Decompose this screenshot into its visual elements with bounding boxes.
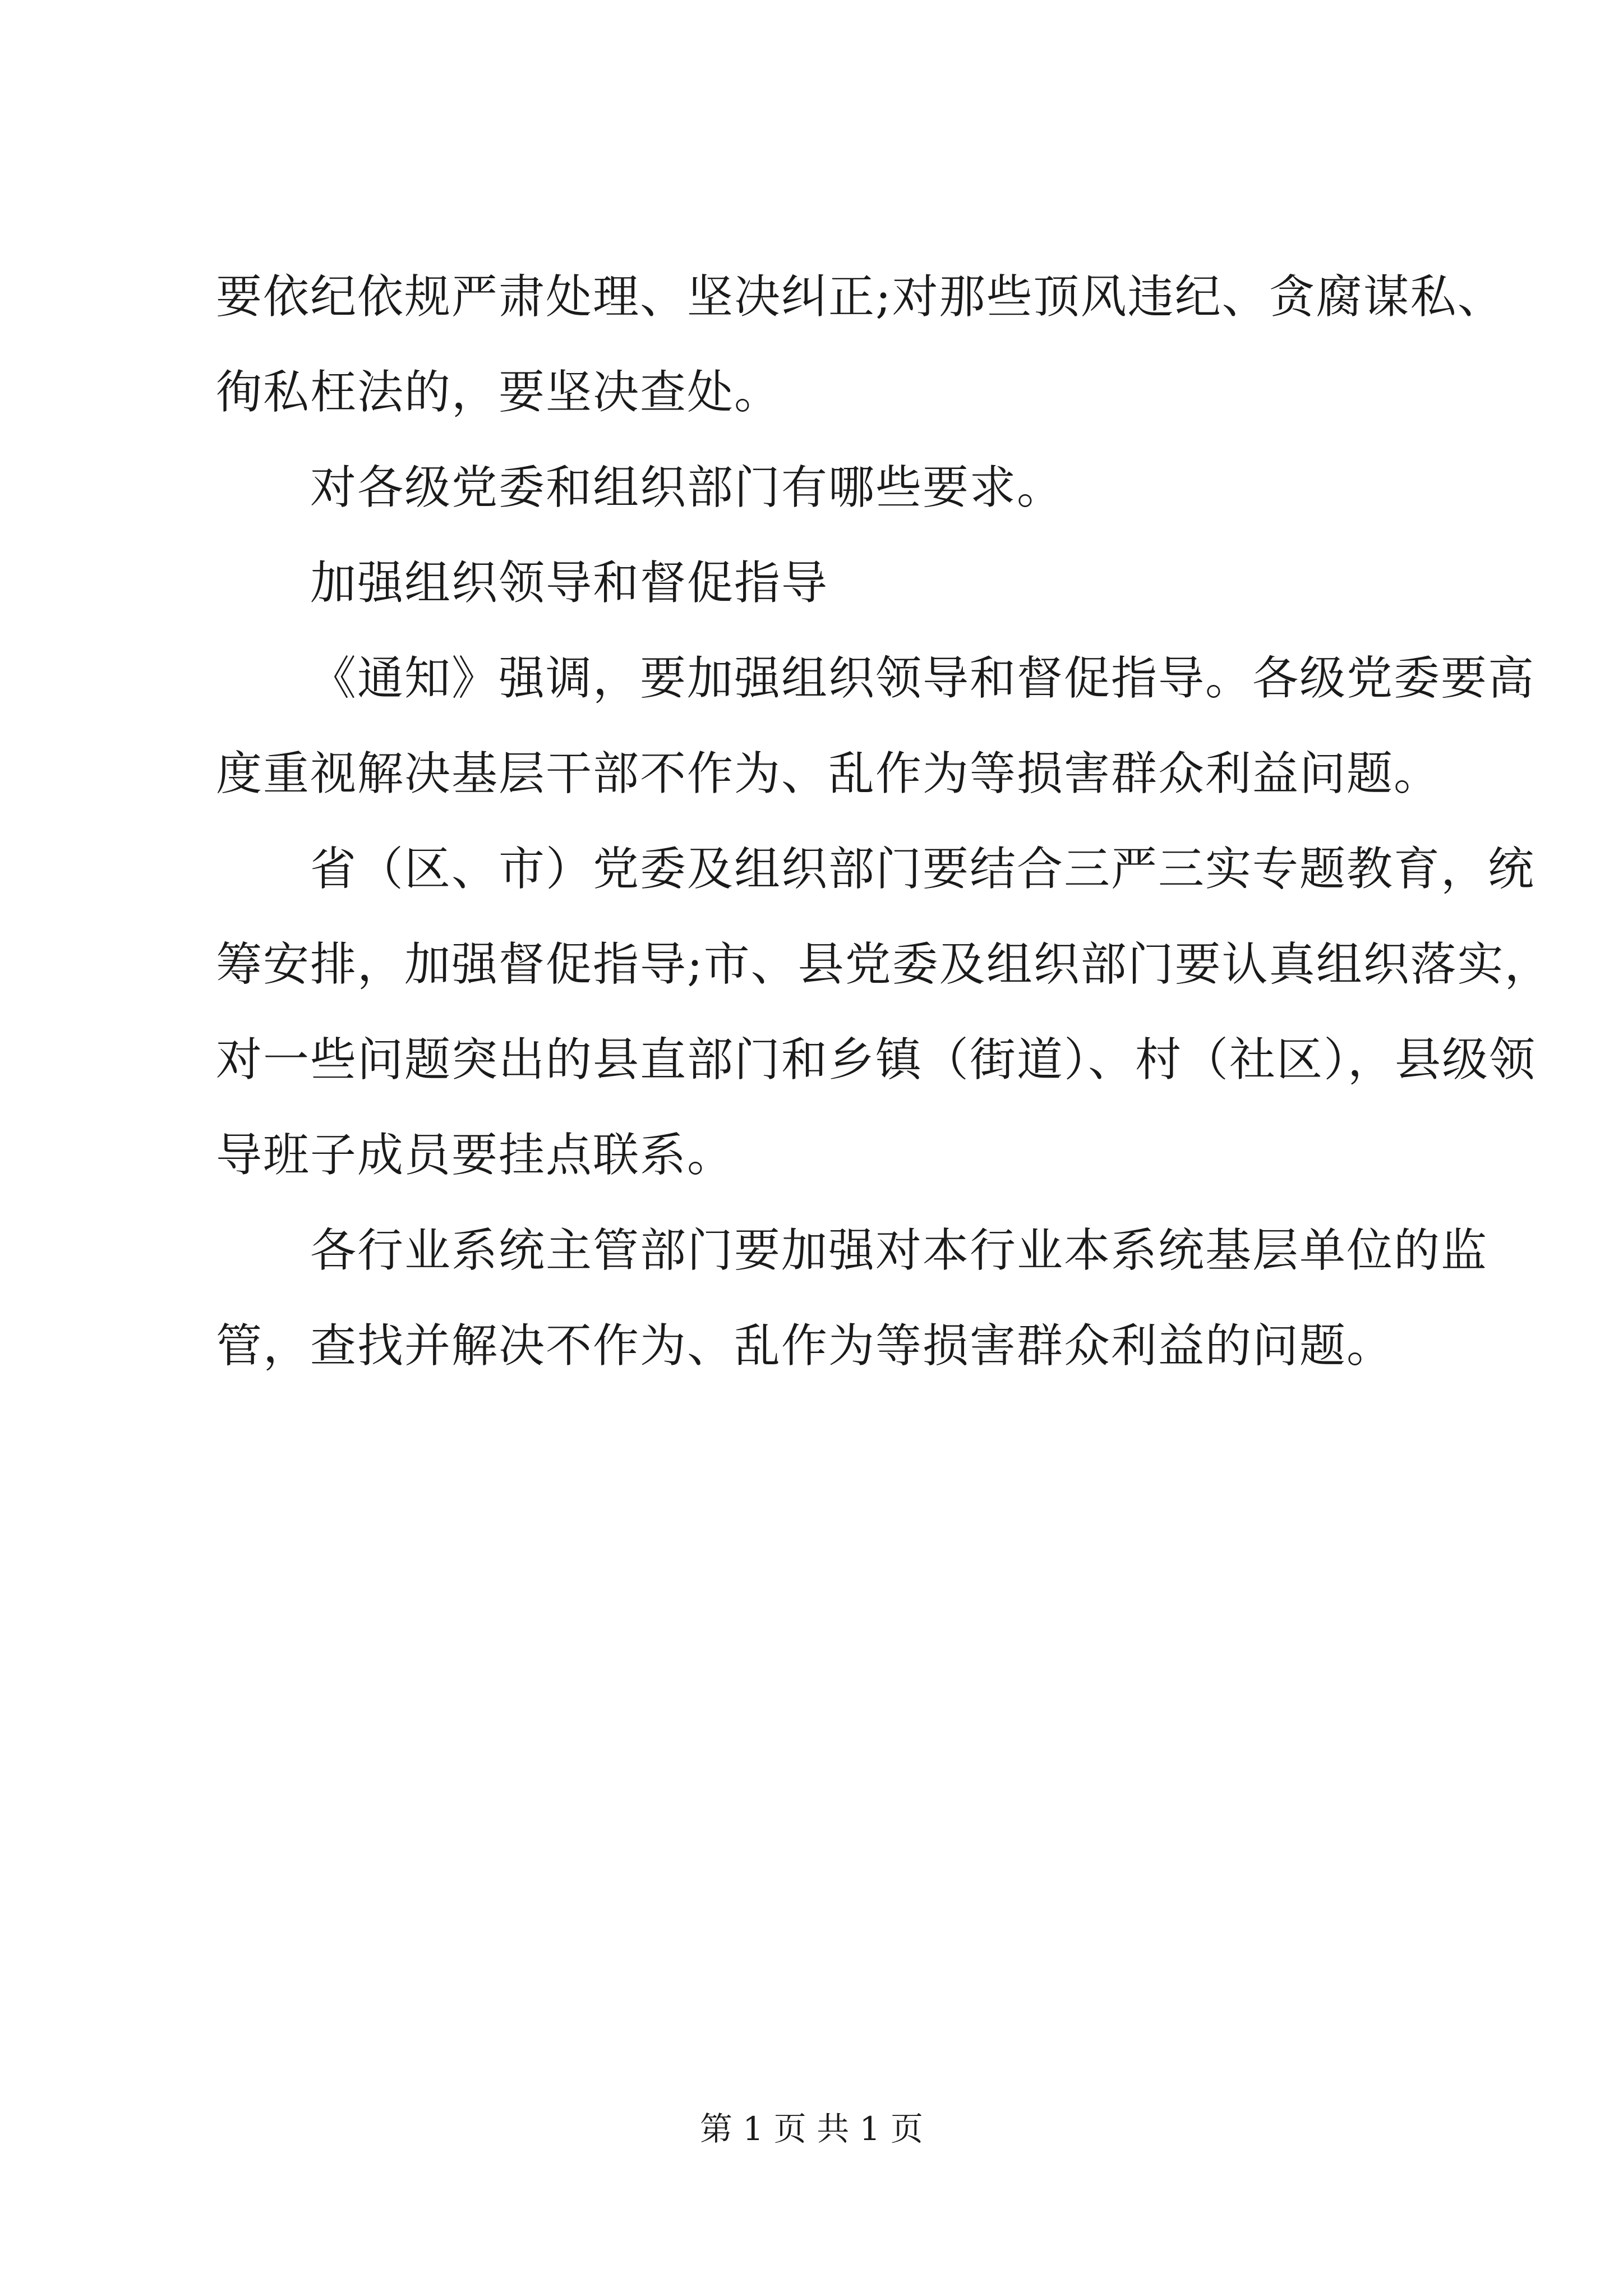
paragraph-line: 徇私枉法的，要坚决查处。: [216, 366, 782, 419]
paragraph-line: 导班子成员要挂点联系。: [216, 1129, 735, 1182]
document-body: [216, 250, 1552, 1394]
paragraph-line: 管，查找并解决不作为、乱作为等损害群众利益的问题。: [216, 1319, 1394, 1373]
paragraph-line: 各行业系统主管部门要加强对本行业本系统基层单位的监: [310, 1224, 1488, 1277]
paragraph-line: 对一些问题突出的县直部门和乡镇（街道）、村（社区），县级领: [216, 1033, 1537, 1087]
page-number-footer: 第 1 页 共 1 页: [700, 2110, 923, 2148]
paragraph-line: 筹安排，加强督促指导;市、县党委及组织部门要认真组织落实，: [216, 938, 1552, 991]
paragraph-line: 省（区、市）党委及组织部门要结合三严三实专题教育，统: [310, 843, 1536, 896]
paragraph-line: 要依纪依规严肃处理、坚决纠正;对那些顶风违纪、贪腐谋私、: [216, 270, 1505, 324]
paragraph-line: 《通知》强调，要加强组织领导和督促指导。各级党委要高: [310, 652, 1536, 705]
section-heading: 加强组织领导和督促指导: [310, 556, 829, 610]
paragraph-line: 度重视解决基层干部不作为、乱作为等损害群众利益问题。: [216, 747, 1441, 800]
paragraph-question: 对各级党委和组织部门有哪些要求。: [310, 461, 1064, 514]
